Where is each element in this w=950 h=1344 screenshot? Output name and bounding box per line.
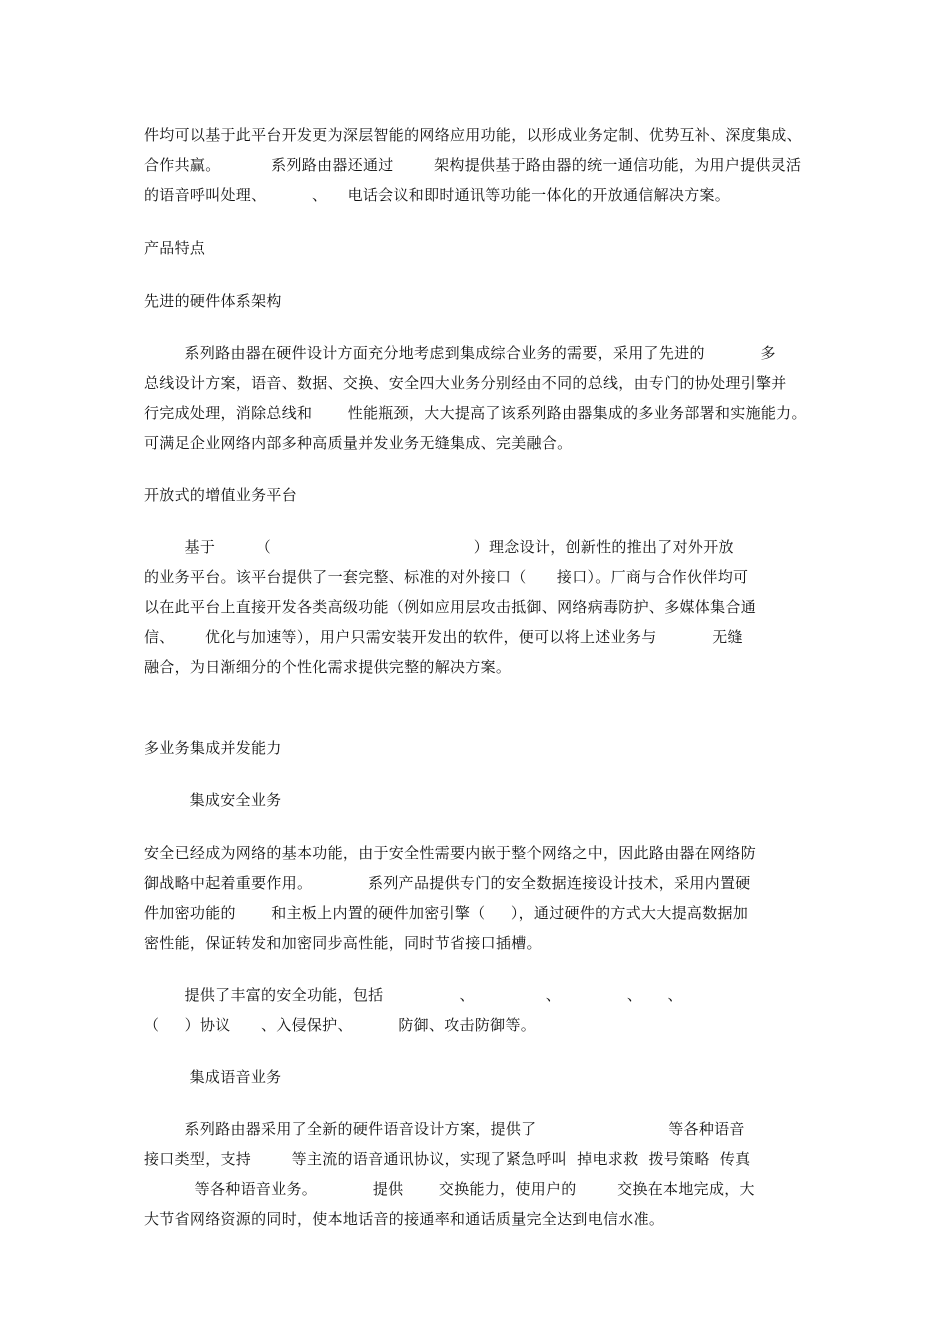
text-line: 的业务平台。该平台提供了一套完整、标准的对外接口（ 接口）。厂商与合作伙伴均可 [144, 568, 749, 586]
text-line: 接口类型，支持 等主流的语音通讯协议，实现了紧急呼叫 掉电求救 拨号策略 传真 [144, 1150, 751, 1168]
text-line: 的语音呼叫处理、 、 电话会议和即时通讯等功能一体化的开放通信解决方案。 [144, 186, 731, 204]
text-line: 安全已经成为网络的基本功能，由于安全性需要内嵌于整个网络之中，因此路由器在网络防 [144, 844, 757, 862]
text-line: 可满足企业网络内部多种高质量并发业务无缝集成、完美融合。 [144, 434, 573, 452]
text-line: 密性能，保证转发和加密同步高性能，同时节省接口插槽。 [144, 934, 542, 952]
text-line: 信、 优化与加速等），用户只需安装开发出的软件，便可以将上述业务与 无缝 [144, 628, 743, 646]
subsection-heading: 集成语音业务 [144, 1068, 282, 1086]
subsection-heading: 集成安全业务 [144, 791, 282, 809]
text-line: 提供了丰富的安全功能，包括 、 、 、 、 [144, 986, 683, 1004]
text-line: 行完成处理，消除总线和 性能瓶颈，大大提高了该系列路由器集成的多业务部署和实施能力。 [144, 404, 807, 422]
text-line: 总线设计方案，语音、数据、交换、安全四大业务分别经由不同的总线，由专门的协处理引擎并 [144, 374, 787, 392]
text-line: 基于 （ ）理念设计，创新性的推出了对外开放 [144, 538, 734, 556]
text-line: 等各种语音业务。 提供 交换能力，使用户的 交换在本地完成，大 [144, 1180, 755, 1198]
text-line: 件加密功能的 和主板上内置的硬件加密引擎（ ），通过硬件的方式大大提高数据加 [144, 904, 749, 922]
section-heading: 产品特点 [144, 239, 206, 257]
text-line: 大节省网络资源的同时，使本地话音的接通率和通话质量完全达到电信水准。 [144, 1210, 665, 1228]
text-line: 以在此平台上直接开发各类高级功能（例如应用层攻击抵御、网络病毒防护、多媒体集合通 [144, 598, 757, 616]
section-heading: 多业务集成并发能力 [144, 739, 282, 757]
text-line: 系列路由器采用了全新的硬件语音设计方案，提供了 等各种语音 [144, 1120, 745, 1138]
text-line: 合作共赢。 系列路由器还通过 架构提供基于路由器的统一通信功能，为用户提供灵活 [144, 156, 802, 174]
text-line: 件均可以基于此平台开发更为深层智能的网络应用功能，以形成业务定制、优势互补、深度集成、 [144, 126, 802, 144]
section-heading: 先进的硬件体系架构 [144, 292, 282, 310]
section-heading: 开放式的增值业务平台 [144, 486, 298, 504]
text-line: 系列路由器在硬件设计方面充分地考虑到集成综合业务的需要，采用了先进的 多 [144, 344, 776, 362]
text-line: 御战略中起着重要作用。 系列产品提供专门的安全数据连接设计技术，采用内置硬 [144, 874, 751, 892]
text-line: 融合，为日渐细分的个性化需求提供完整的解决方案。 [144, 658, 512, 676]
text-line: （ ）协议 、入侵保护、 防御、攻击防御等。 [144, 1016, 537, 1034]
